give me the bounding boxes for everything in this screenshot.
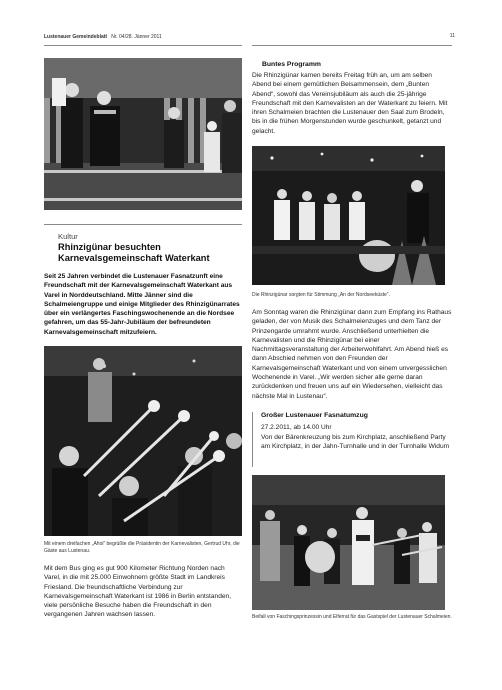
issue-info: Nr. 04/28. Jänner 2011: [111, 34, 162, 40]
event-title: Großer Lustenauer Fasnatumzug: [261, 412, 368, 419]
photo-brass-band: [44, 346, 242, 536]
photo-group-drum: [252, 146, 445, 285]
photo-stage-officials: [44, 58, 242, 210]
article-lead: Seit 25 Jahren verbindet die Lustenauer Fasnatzunft eine Freundschaft mit der Karnevalsgemeinschaft Waterkant aus Varel in Norddeutschland. Mitte Jänner sind die Schalmeiengruppe und einige Mitglieder des Rhinzigünarrates über ein verlängertes Faschingswochenende an die Nordsee gefahren, um das 55-Jahr-Jubiläum der befreundeten Karnevalsgemeinschaft mitzufeiern.: [44, 273, 240, 336]
right-body-text: [252, 308, 452, 401]
photo-schalmeien-caption: Beifall von Faschingsprinzessin und Elferrat für das Gastspiel der Lustenauer Schalmeien.: [252, 614, 452, 620]
page-number: 11: [449, 33, 455, 39]
header-rule-left: [44, 45, 242, 46]
right-body-paragraph: Am Sonntag waren die Rhinzigünar dann zum Empfang ins Rathaus geladen, der von Musik des Schalmeienzuges und dem Tanz der Prinzengarde umrahmt wurde. Anschließend unterhielten die Karnevalisten und die Rhinzigünar bei einer Nachmittagsveranstaltung der Arbeiterwohlfahrt. Am Abend hieß es dann Abschied nehmen von den Freunden der Karnevalsgemeinschaft Waterkant und von einem unvergesslichen Wochenende in Varel. „Wir werden sicher alle gerne daran zurückdenken und freuen uns auf ein Wiedersehen, vielleicht das nächste Mal in Lustenau“.: [252, 309, 452, 400]
event-description: Von der Bärenkreuzung bis zum Kirchplatz, anschließend Party am Kirchplatz, in der Jahn-Turnhalle und in der Turnhalle Widum: [261, 434, 450, 451]
photo-group-drum-caption: Die Rhinzigünar sorgten für Stimmung „An der Nordseeküste“.: [252, 292, 390, 298]
right-intro-text: [252, 71, 452, 136]
photo-brass-band-caption: Mit einem dreifachen „Ahoi“ begrüßte die Präsidentin der Karnevalisten, Gertrud Uhr, die Gäste aus Lustenau.: [44, 541, 240, 554]
section-label: Kultur: [58, 232, 78, 241]
running-header: [44, 34, 162, 40]
right-intro-paragraph: Die Rhinzigünar kamen bereits Freitag früh an, um am selben Abend bei einem gemütlichen Beisammensein, dem „Bunten Abend“, sowohl das Vereinsjubiläum als auch die 25-jährige Freundschaft mit den Karnevalisten an der Waterkant zu feiern. Mit ihren Schalmeien brachten die Lustenauer den Saal zum Brodeln, bis in die frühen Morgenstunden wurde geschunkelt, getanzt und gelacht.: [252, 72, 448, 135]
section-rule-left: [44, 224, 242, 225]
article-headline: Rhinzigünar besuchten Karnevalsgemeinschaft Waterkant: [58, 242, 210, 263]
header-rule-right: [252, 45, 452, 46]
right-subhead: Buntes Programm: [262, 61, 321, 68]
photo-schalmeien-performance: [252, 475, 445, 610]
left-body-text: [44, 564, 242, 620]
event-announcement: [252, 412, 453, 467]
publication-name: Lustenauer Gemeindeblatt: [44, 34, 108, 40]
event-datetime: 27.2.2011, ab 14.00 Uhr: [261, 424, 332, 431]
left-body-paragraph: Mit dem Bus ging es gut 900 Kilometer Richtung Norden nach Varel, in die mit 25.000 Einwohnern größte Stadt im Landkreis Friesland. Die freundschaftliche Verbindung zur Karnevalsgemeinschaft Waterkant ist 1986 in Berlin entstanden, viele persönliche Besuche haben die Freundschaft in den vergangenen Jahren wachsen lassen.: [44, 565, 232, 619]
